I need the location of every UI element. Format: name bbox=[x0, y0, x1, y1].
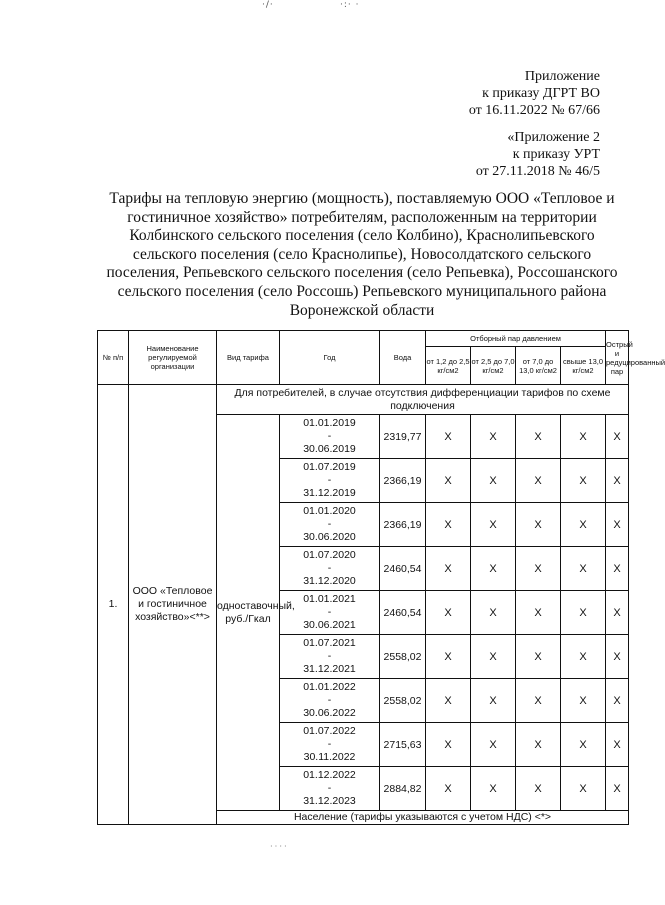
not-applicable-mark: X bbox=[426, 723, 471, 767]
water-value: 2558,02 bbox=[380, 679, 426, 723]
not-applicable-mark: X bbox=[471, 459, 516, 503]
appendix-line: Приложение bbox=[524, 69, 600, 84]
period-cell bbox=[280, 679, 380, 723]
period-from: 01.01.2020 bbox=[303, 505, 356, 517]
not-applicable-mark: X bbox=[426, 767, 471, 811]
not-applicable-mark: X bbox=[471, 723, 516, 767]
tariff-table bbox=[97, 330, 665, 825]
row-number: 1. bbox=[98, 385, 129, 825]
previous-appendix-line: «Приложение 2 bbox=[507, 130, 600, 145]
period-from: 01.07.2019 bbox=[303, 461, 356, 473]
not-applicable-mark: X bbox=[606, 767, 629, 811]
not-applicable-mark: X bbox=[606, 459, 629, 503]
period-cell bbox=[280, 547, 380, 591]
header-pressure-2: от 2,5 до 7,0 кг/см2 bbox=[471, 347, 516, 385]
water-value: 2884,82 bbox=[380, 767, 426, 811]
period-from: 01.12.2022 bbox=[303, 769, 356, 781]
header-pressure-3: от 7,0 до 13,0 кг/см2 bbox=[516, 347, 561, 385]
not-applicable-mark: X bbox=[606, 723, 629, 767]
organization-name: ООО «Тепловое и гостиничное хозяйство»<**> bbox=[129, 385, 217, 825]
not-applicable-mark: X bbox=[471, 635, 516, 679]
period-from: 01.07.2021 bbox=[303, 637, 356, 649]
period-dash: - bbox=[327, 782, 332, 794]
water-value: 2558,02 bbox=[380, 635, 426, 679]
tariff-type: одноставочный, руб./Гкал bbox=[217, 415, 280, 811]
scan-mark-right: ·:· · bbox=[340, 0, 360, 10]
appendix-header bbox=[469, 68, 600, 119]
period-cell bbox=[280, 767, 380, 811]
header-org: Наименование регулируемой организации bbox=[129, 331, 217, 385]
appendix-order-line: к приказу ДГРТ ВО bbox=[482, 86, 600, 101]
period-to: 30.06.2022 bbox=[303, 707, 356, 719]
not-applicable-mark: X bbox=[561, 547, 606, 591]
period-cell bbox=[280, 503, 380, 547]
not-applicable-mark: X bbox=[561, 503, 606, 547]
scan-mark-left: ·/· bbox=[262, 0, 274, 10]
period-to: 30.11.2022 bbox=[303, 751, 356, 763]
not-applicable-mark: X bbox=[606, 635, 629, 679]
population-section-title: Население (тарифы указываются с учетом НДС) <*> bbox=[217, 811, 629, 825]
not-applicable-mark: X bbox=[516, 503, 561, 547]
not-applicable-mark: X bbox=[561, 679, 606, 723]
period-from: 01.01.2022 bbox=[303, 681, 356, 693]
period-cell bbox=[280, 723, 380, 767]
scan-dots: · · · · bbox=[270, 842, 287, 851]
not-applicable-mark: X bbox=[606, 591, 629, 635]
period-dash: - bbox=[327, 738, 332, 750]
period-dash: - bbox=[327, 650, 332, 662]
not-applicable-mark: X bbox=[426, 591, 471, 635]
section-title: Для потребителей, в случае отсутствия дифференциации тарифов по схеме подключения bbox=[217, 385, 629, 415]
period-to: 31.12.2021 bbox=[303, 663, 356, 675]
period-cell bbox=[280, 415, 380, 459]
not-applicable-mark: X bbox=[561, 415, 606, 459]
previous-appendix-header bbox=[476, 129, 600, 180]
previous-appendix-date-line: от 27.11.2018 № 46/5 bbox=[475, 164, 600, 179]
period-dash: - bbox=[327, 518, 332, 530]
previous-appendix-order-line: к приказу УРТ bbox=[512, 147, 600, 162]
period-dash: - bbox=[327, 694, 332, 706]
not-applicable-mark: X bbox=[516, 635, 561, 679]
not-applicable-mark: X bbox=[516, 415, 561, 459]
period-from: 01.01.2019 bbox=[303, 417, 356, 429]
not-applicable-mark: X bbox=[426, 547, 471, 591]
period-dash: - bbox=[327, 606, 332, 618]
period-to: 31.12.2019 bbox=[303, 487, 356, 499]
water-value: 2460,54 bbox=[380, 591, 426, 635]
not-applicable-mark: X bbox=[516, 547, 561, 591]
not-applicable-mark: X bbox=[561, 635, 606, 679]
period-dash: - bbox=[327, 474, 332, 486]
period-to: 31.12.2023 bbox=[303, 795, 356, 807]
not-applicable-mark: X bbox=[471, 503, 516, 547]
not-applicable-mark: X bbox=[606, 415, 629, 459]
not-applicable-mark: X bbox=[516, 767, 561, 811]
header-sharp-steam: Острый и редуцированный пар bbox=[606, 331, 629, 385]
header-water: Вода bbox=[380, 331, 426, 385]
not-applicable-mark: X bbox=[426, 679, 471, 723]
period-dash: - bbox=[327, 430, 332, 442]
period-from: 01.07.2022 bbox=[303, 725, 356, 737]
not-applicable-mark: X bbox=[471, 767, 516, 811]
period-cell bbox=[280, 591, 380, 635]
not-applicable-mark: X bbox=[606, 679, 629, 723]
header-num: № п/п bbox=[98, 331, 129, 385]
not-applicable-mark: X bbox=[606, 503, 629, 547]
period-cell bbox=[280, 459, 380, 503]
not-applicable-mark: X bbox=[561, 767, 606, 811]
not-applicable-mark: X bbox=[561, 723, 606, 767]
not-applicable-mark: X bbox=[471, 415, 516, 459]
document-title: Тарифы на тепловую энергию (мощность), поставляемую ООО «Тепловое и гостиничное хозяйство» потребителям, расположенным на территории Колбинского сельского поселения (село Колбино), Краснолипьевского сельского поселения (село Краснолипье), Новосолдатского сельского поселения, Репьевского сельского поселения (село Репьевка), Россошанского сельского поселения (село Россошь) Репьевского муниципального района Воронежской области bbox=[106, 190, 618, 319]
not-applicable-mark: X bbox=[561, 459, 606, 503]
period-cell bbox=[280, 635, 380, 679]
section-row bbox=[98, 385, 629, 415]
period-to: 31.12.2020 bbox=[303, 575, 356, 587]
not-applicable-mark: X bbox=[516, 679, 561, 723]
period-dash: - bbox=[327, 562, 332, 574]
period-from: 01.07.2020 bbox=[303, 549, 356, 561]
period-to: 30.06.2021 bbox=[303, 619, 356, 631]
period-to: 30.06.2020 bbox=[303, 531, 356, 543]
water-value: 2319,77 bbox=[380, 415, 426, 459]
not-applicable-mark: X bbox=[426, 459, 471, 503]
header-steam-group: Отборный пар давлением bbox=[426, 331, 606, 347]
not-applicable-mark: X bbox=[516, 723, 561, 767]
not-applicable-mark: X bbox=[471, 679, 516, 723]
not-applicable-mark: X bbox=[471, 591, 516, 635]
header-tariff-type: Вид тарифа bbox=[217, 331, 280, 385]
period-from: 01.01.2021 bbox=[303, 593, 356, 605]
not-applicable-mark: X bbox=[516, 459, 561, 503]
water-value: 2460,54 bbox=[380, 547, 426, 591]
not-applicable-mark: X bbox=[426, 415, 471, 459]
header-pressure-1: от 1,2 до 2,5 кг/см2 bbox=[426, 347, 471, 385]
not-applicable-mark: X bbox=[606, 547, 629, 591]
not-applicable-mark: X bbox=[561, 591, 606, 635]
water-value: 2366,19 bbox=[380, 503, 426, 547]
not-applicable-mark: X bbox=[516, 591, 561, 635]
table-header-row bbox=[98, 331, 629, 347]
water-value: 2366,19 bbox=[380, 459, 426, 503]
header-pressure-4: свыше 13,0 кг/см2 bbox=[561, 347, 606, 385]
not-applicable-mark: X bbox=[471, 547, 516, 591]
appendix-date-line: от 16.11.2022 № 67/66 bbox=[468, 103, 600, 118]
not-applicable-mark: X bbox=[426, 503, 471, 547]
water-value: 2715,63 bbox=[380, 723, 426, 767]
period-to: 30.06.2019 bbox=[303, 443, 356, 455]
not-applicable-mark: X bbox=[426, 635, 471, 679]
header-year: Год bbox=[280, 331, 380, 385]
